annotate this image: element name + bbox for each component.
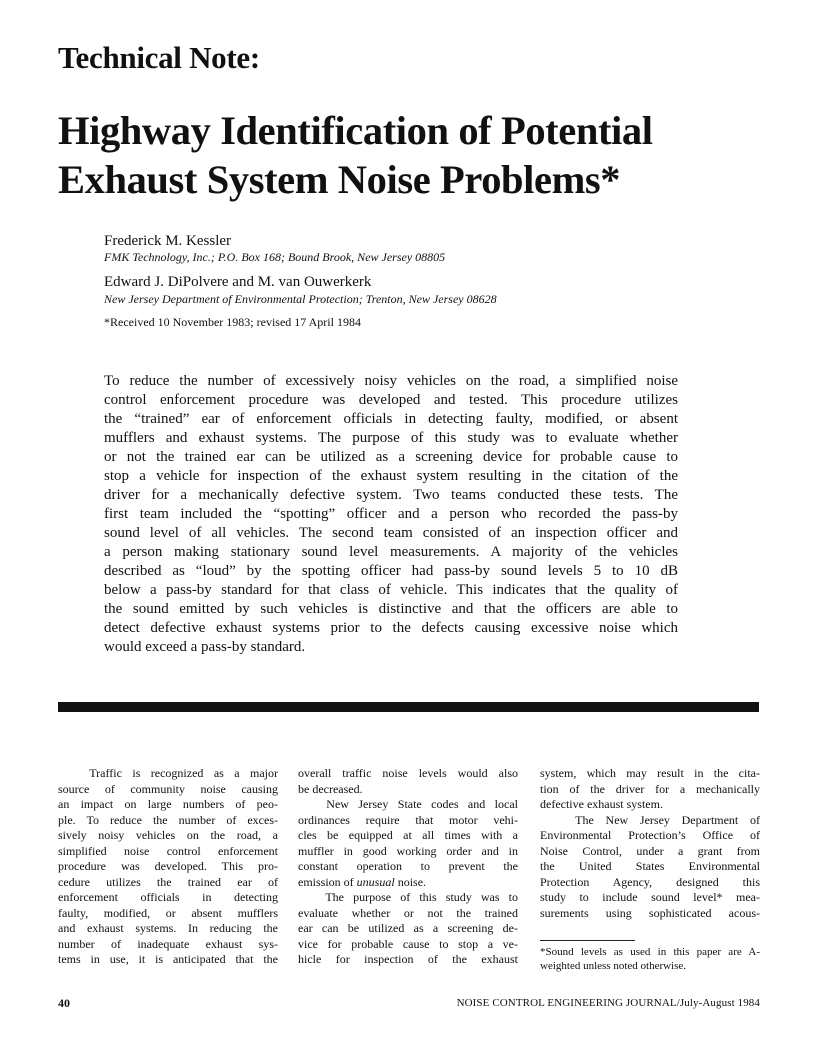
body-line: surements using sophisticated acous- [540, 905, 760, 920]
body-column-3 [540, 766, 760, 921]
footnote-divider [540, 940, 635, 941]
footnote [540, 945, 760, 973]
body-line: evaluate whether or not the trained [298, 905, 518, 920]
body-line: system, which may result in the cita- [540, 766, 760, 780]
abstract-line: described as “loud” by the spotting officer had pass-by sound levels 5 to 10 dB [104, 563, 678, 579]
body-line: tion of the driver for a mechanically [540, 781, 760, 796]
abstract-line: driver for a mechanically defective system. Two teams conducted these tests. The [104, 487, 678, 503]
received-note: *Received 10 November 1983; revised 17 April 1984 [104, 315, 361, 329]
title-line: Exhaust System Noise Problems* [58, 157, 621, 202]
abstract-line: stop a vehicle for inspection of the exhaust system resulting in the citation of the [104, 468, 678, 484]
abstract-line: control enforcement procedure was developed and tested. This procedure utilizes [104, 392, 678, 408]
body-line: cedure utilizes the trained ear of [58, 874, 278, 889]
body-line: cles be equipped at all times with a [298, 828, 518, 842]
body-line: emission of unusual noise. [298, 874, 427, 889]
body-line: defective exhaust system. [540, 797, 663, 811]
title-line: Highway Identification of Potential [58, 108, 653, 153]
body-line: ordinances require that motor vehi- [298, 812, 518, 827]
body-line: procedure was developed. This pro- [58, 859, 278, 873]
abstract-line: a person making stationary sound level measurements. A majority of the vehicles [104, 544, 678, 560]
body-line: overall traffic noise levels would also [298, 766, 518, 780]
body-line: tems in use, it is anticipated that the [58, 952, 278, 966]
abstract-line: the sound emitted by such vehicles is distinctive and that the officers are able to [104, 601, 678, 617]
body-line: constant operation to prevent the [298, 859, 518, 873]
body-line: simplified noise control enforcement [58, 843, 278, 858]
footnote-line: *Sound levels as used in this paper are A- [540, 946, 760, 958]
author-name: Frederick M. Kessler [104, 233, 232, 249]
abstract-line: the “trained” ear of enforcement officials in detecting faulty, modified, or absent [104, 411, 678, 427]
page-number: 40 [58, 996, 70, 1010]
author-name: Edward J. DiPolvere and M. van Ouwerkerk [104, 274, 372, 290]
abstract-line: below a pass-by standard for that class of vehicle. This indicates that the quality of [104, 582, 678, 598]
article-title [58, 106, 778, 204]
abstract-line: first team included the “spotting” officer and a person who recorded the pass-by [104, 506, 678, 522]
body-line: and exhaust systems. In reducing the [58, 921, 278, 935]
body-line: be decreased. [298, 781, 363, 796]
body-line: the United States Environmental [540, 859, 760, 873]
abstract-line: would exceed a pass-by standard. [104, 639, 306, 655]
body-line: The purpose of this study was to [298, 890, 518, 904]
footnote-line: weighted unless noted otherwise. [540, 960, 687, 972]
journal-footer: NOISE CONTROL ENGINEERING JOURNAL/July-August 1984 [456, 997, 760, 1009]
body-line: vice for probable cause to stop a ve- [298, 936, 518, 951]
abstract-line: or not the trained ear can be utilized as a screening device for probable cause to [104, 449, 678, 465]
author-affiliation: New Jersey Department of Environmental Protection; Trenton, New Jersey 08628 [104, 292, 497, 306]
abstract-line: sound level of all vehicles. The second team consisted of an inspection officer and [104, 525, 678, 541]
abstract-line: mufflers and exhaust systems. The purpose of this study was to evaluate whether [104, 430, 678, 446]
body-line: number of inadequate exhaust sys- [58, 936, 278, 951]
body-line: New Jersey State codes and local [298, 797, 518, 811]
body-line: Protection Agency, designed this [540, 874, 760, 889]
body-line: faulty, modified, or absent mufflers [58, 905, 278, 920]
body-line: ple. To reduce the number of exces- [58, 812, 278, 827]
author-affiliation: FMK Technology, Inc.; P.O. Box 168; Bound Brook, New Jersey 08805 [104, 250, 446, 264]
body-line: an impact on large numbers of peo- [58, 797, 278, 811]
body-line: Noise Control, under a grant from [540, 843, 760, 858]
body-line: ear can be utilized as a screening de- [298, 921, 518, 935]
body-line: enforcement officials in detecting [58, 890, 278, 904]
body-line: The New Jersey Department of [540, 812, 760, 827]
abstract-line: detect defective exhaust systems prior to the defects causing excessive noise which [104, 620, 678, 636]
section-divider [58, 702, 759, 712]
abstract-line: To reduce the number of excessively noisy vehicles on the road, a simplified noise [104, 373, 678, 389]
body-column-2 [298, 766, 518, 968]
body-line: source of community noise causing [58, 781, 278, 796]
body-line: Traffic is recognized as a major [58, 766, 278, 780]
body-line: sively noisy vehicles on the road, a [58, 828, 278, 842]
body-column-1 [58, 766, 278, 968]
abstract [104, 372, 678, 657]
body-line: study to include sound level* mea- [540, 890, 760, 904]
body-line: hicle for inspection of the exhaust [298, 952, 518, 966]
body-line: Environmental Protection’s Office of [540, 828, 760, 842]
body-line: muffler in good working order and in [298, 843, 518, 858]
section-label: Technical Note: [58, 40, 260, 75]
